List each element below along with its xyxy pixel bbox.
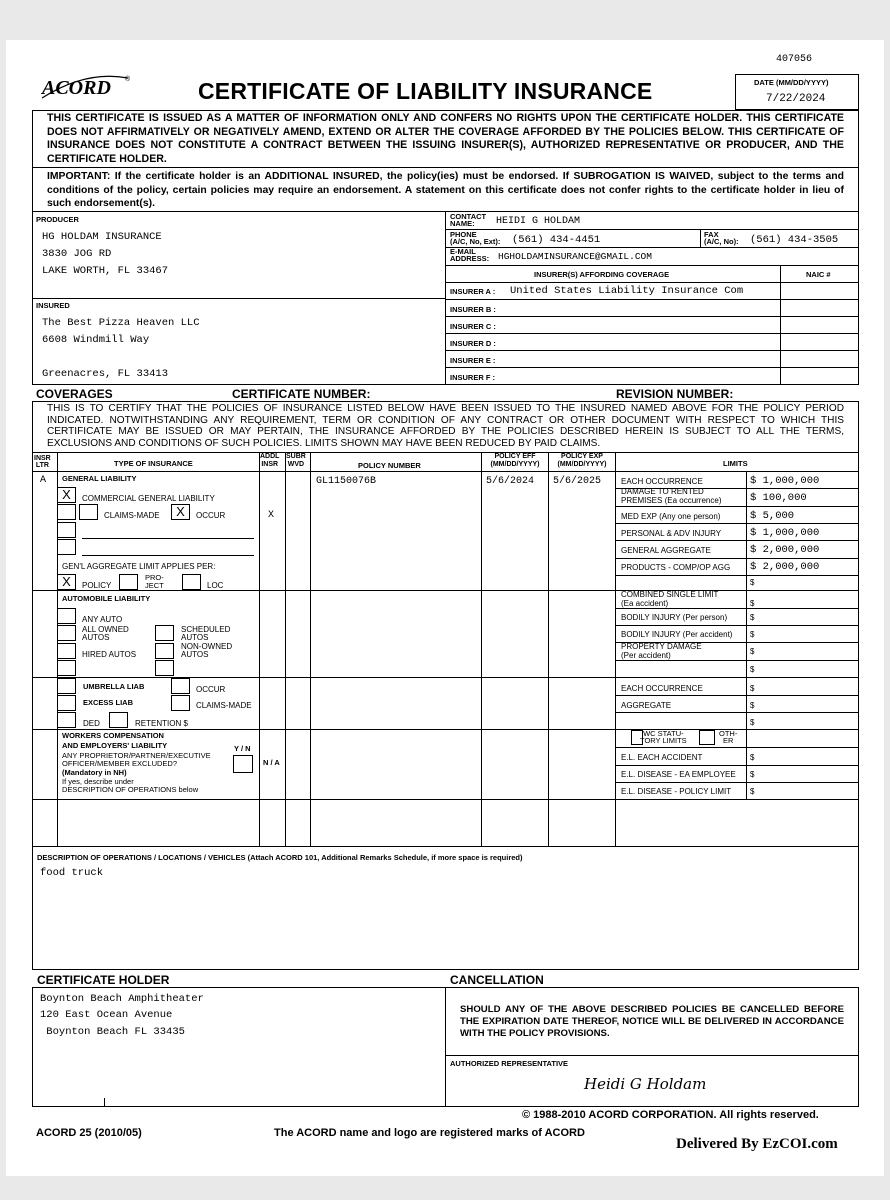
producer-line3: LAKE WORTH, FL 33467: [42, 265, 169, 277]
workers-limit-value-1: $: [750, 770, 755, 779]
umbrella-claims-made-label: CLAIMS-MADE: [196, 701, 252, 710]
insurer-b-label: INSURER B :: [450, 305, 496, 314]
proprietor-checkbox[interactable]: [233, 755, 253, 773]
cgl-label: COMMERCIAL GENERAL LIABILITY: [82, 494, 215, 503]
gl-blank-checkbox-3[interactable]: [57, 539, 76, 555]
claims-made-label: CLAIMS-MADE: [104, 511, 160, 520]
workers-na: N / A: [263, 758, 280, 767]
policy-label: POLICY: [82, 581, 112, 590]
occur-label: OCCUR: [196, 511, 226, 520]
umbrella-claims-made-checkbox[interactable]: [171, 695, 190, 711]
workers-limit-label-1: E.L. DISEASE - EA EMPLOYEE: [621, 770, 736, 779]
gl-insurer-letter: A: [40, 475, 47, 486]
gl-blank-checkbox-2[interactable]: [57, 522, 76, 538]
revision-number-label: REVISION NUMBER:: [616, 387, 734, 401]
umbrella-limit-label-1: AGGREGATE: [621, 701, 672, 710]
mandatory-label: (Mandatory in NH): [62, 768, 127, 777]
workers-limit-label-0: E.L. EACH ACCIDENT: [621, 753, 703, 762]
auto-title: AUTOMOBILE LIABILITY: [62, 594, 151, 603]
umbrella-occur-label: OCCUR: [196, 685, 226, 694]
coverages-label: COVERAGES: [36, 387, 113, 401]
description-box: [32, 847, 859, 970]
workers-limit-label-2: E.L. DISEASE - POLICY LIMIT: [621, 787, 732, 796]
notice-text: THIS CERTIFICATE IS ISSUED AS A MATTER OF INFORMATION ONLY AND CONFERS NO RIGHTS UPON THE CERTIFICATE HOLDER. THIS CERTIFICATE DOES NOT AFFIRMATIVELY OR NEGATIVELY AMEND, EXTEND OR ALTER THE COVERAGE AFFORDED BY THE POLICIES BELOW. THIS CERTIFICATE OF INSURANCE DOES NOT CONSTITUTE A CONTRACT BETWEEN THE ISSUING INSURER(S), AUTHORIZED REPRESENTATIVE OR PRODUCER, AND THE CERTIFICATE HOLDER.: [47, 112, 844, 165]
hdr-type: TYPE OF INSURANCE: [114, 459, 193, 468]
excess-label: EXCESS LIAB: [83, 698, 134, 707]
description-value: food truck: [40, 867, 104, 879]
scheduled-checkbox[interactable]: [155, 625, 174, 641]
cancellation-text: SHOULD ANY OF THE ABOVE DESCRIBED POLICIES BE CANCELLED BEFORE THE EXPIRATION DATE THEREOF, NOTICE WILL BE DELIVERED IN ACCORDANCE WITH THE POLICY PROVISIONS.: [460, 1004, 844, 1039]
cancellation-label: CANCELLATION: [450, 973, 544, 987]
scheduled-label: SCHEDULED AUTOS: [181, 625, 231, 642]
producer-line2: 3830 JOG RD: [42, 248, 112, 260]
any-auto-label: ANY AUTO: [82, 615, 123, 624]
page-title: CERTIFICATE OF LIABILITY INSURANCE: [198, 78, 653, 104]
yn-label: Y / N: [234, 744, 251, 753]
email-value: HGHOLDAMINSURANCE@GMAIL.COM: [498, 251, 652, 262]
all-owned-label: ALL OWNED AUTOS: [82, 625, 129, 642]
umbrella-checkbox[interactable]: [57, 678, 76, 694]
gl-policy-eff: 5/6/2024: [486, 476, 535, 487]
wc-other-label: OTH- ER: [719, 729, 738, 745]
auto-limit-value-0: $: [750, 599, 755, 608]
date-box: [735, 74, 859, 110]
insurer-c-label: INSURER C :: [450, 322, 496, 331]
holder-line3: Boynton Beach FL 33435: [40, 1026, 185, 1038]
gl-policy-exp: 5/6/2025: [553, 476, 602, 487]
important-text: IMPORTANT: If the certificate holder is an ADDITIONAL INSURED, the policy(ies) must be endorsed. If SUBROGATION IS WAIVED, subject to the terms and conditions of the policy, certain policies may require an endorsement. A statement on this certificate does not confer rights to the certificate holder in lieu of such endorsement(s).: [47, 171, 844, 209]
gl-limit-label-3: PERSONAL & ADV INJURY: [621, 529, 722, 538]
certificate-number-label: CERTIFICATE NUMBER:: [232, 387, 371, 401]
holder-label: CERTIFICATE HOLDER: [37, 973, 170, 987]
workers-limit-value-2: $: [750, 787, 755, 796]
gl-limit-label-5: PRODUCTS - COMP/OP AGG: [621, 563, 731, 572]
gl-limit-label-1: DAMAGE TO RENTED PREMISES (Ea occurrence): [621, 487, 722, 505]
gl-limit-label-0: EACH OCCURRENCE: [621, 477, 703, 486]
auto-limit-label-3: PROPERTY DAMAGE (Per accident): [621, 642, 702, 660]
wc-other-checkbox[interactable]: [699, 730, 715, 745]
producer-line1: HG HOLDAM INSURANCE: [42, 231, 162, 243]
date-value: 7/22/2024: [766, 93, 826, 105]
wc-statutory-label: WC STATU- TORY LIMITS: [640, 729, 687, 745]
gl-limit-value-3: $ 1,000,000: [750, 527, 820, 539]
signature: Heidi G Holdam: [584, 1075, 707, 1093]
gl-addl-insr: X: [268, 510, 275, 521]
policy-checkbox[interactable]: X: [57, 574, 76, 590]
email-label: E-MAIL ADDRESS:: [450, 247, 490, 263]
copyright: © 1988-2010 ACORD CORPORATION. All rights reserved.: [522, 1109, 819, 1121]
umbrella-limit-value-1: $: [750, 701, 755, 710]
umbrella-limit-value-0: $: [750, 684, 755, 693]
non-owned-checkbox[interactable]: [155, 643, 174, 659]
fax-value: (561) 434-3505: [750, 234, 839, 246]
auto-limit-value-2: $: [750, 630, 755, 639]
holder-line2: 120 East Ocean Avenue: [40, 1009, 173, 1021]
auto-limit-label-1: BODILY INJURY (Per person): [621, 613, 728, 622]
insurer-a-value: United States Liability Insurance Com: [510, 285, 744, 297]
fax-label: FAX (A/C, No):: [704, 230, 739, 246]
authorized-rep-label: AUTHORIZED REPRESENTATIVE: [450, 1059, 569, 1068]
important-box: [32, 168, 859, 212]
occur-checkbox[interactable]: X: [171, 504, 190, 520]
phone-value: (561) 434-4451: [512, 234, 601, 246]
umbrella-limit-value-2: $: [750, 718, 755, 727]
insurer-d-label: INSURER D :: [450, 339, 496, 348]
svg-text:®: ®: [125, 76, 131, 83]
insured-label: INSURED: [36, 301, 70, 310]
auto-limit-label-2: BODILY INJURY (Per accident): [621, 630, 733, 639]
gl-limit-label-4: GENERAL AGGREGATE: [621, 546, 711, 555]
insured-line1: The Best Pizza Heaven LLC: [42, 317, 200, 329]
umbrella-blank-checkbox[interactable]: [57, 712, 76, 728]
delivered-by: Delivered By EzCOI.com: [676, 1136, 838, 1152]
ded-label: DED: [83, 719, 100, 728]
describe-label: If yes, describe under DESCRIPTION OF OPERATIONS below: [62, 777, 199, 794]
all-owned-checkbox[interactable]: [57, 625, 76, 641]
any-auto-checkbox[interactable]: [57, 608, 76, 624]
retention-label: RETENTION $: [135, 719, 188, 728]
project-checkbox[interactable]: [119, 574, 138, 590]
ded-checkbox[interactable]: [109, 712, 128, 728]
hdr-policy-number: POLICY NUMBER: [358, 461, 421, 470]
insurer-e-label: INSURER E :: [450, 356, 496, 365]
producer-label: PRODUCER: [36, 215, 79, 224]
holder-line1: Boynton Beach Amphitheater: [40, 993, 204, 1005]
insured-line2: 6608 Windmill Way: [42, 334, 150, 346]
gl-limit-value-5: $ 2,000,000: [750, 561, 820, 573]
non-owned-label: NON-OWNED AUTOS: [181, 642, 233, 659]
notice-box: [32, 110, 859, 168]
umbrella-label: UMBRELLA LIAB: [83, 682, 145, 691]
document-number: 407056: [776, 54, 813, 65]
umbrella-limit-label-0: EACH OCCURRENCE: [621, 684, 703, 693]
gl-limit-value-2: $ 5,000: [750, 510, 795, 522]
svg-text:ACORD: ACORD: [42, 77, 111, 99]
auto-blank-checkbox-1[interactable]: [57, 660, 76, 676]
certify-text: THIS IS TO CERTIFY THAT THE POLICIES OF INSURANCE LISTED BELOW HAVE BEEN ISSUED TO THE INSURED NAMED ABOVE FOR THE POLICY PERIOD INDICATED. NOTWITHSTANDING ANY REQUIREMENT, TERM OR CONDITION OF ANY CONTRACT OR OTHER DOCUMENT WITH RESPECT TO WHICH THIS CERTIFICATE MAY BE ISSUED OR MAY PERTAIN, THE INSURANCE AFFORDED BY THE POLICIES DESCRIBED HEREIN IS SUBJECT TO ALL THE TERMS, EXCLUSIONS AND CONDITIONS OF SUCH POLICIES. LIMITS SHOWN MAY HAVE BEEN REDUCED BY PAID CLAIMS.: [47, 403, 844, 450]
hdr-subr: SUBR WVD: [286, 453, 306, 468]
hdr-insr-ltr: INSR LTR: [34, 455, 51, 469]
phone-label: PHONE (A/C, No, Ext):: [450, 230, 501, 246]
insurer-f-label: INSURER F :: [450, 373, 495, 382]
agg-applies-label: GEN'L AGGREGATE LIMIT APPLIES PER:: [62, 562, 216, 571]
excess-checkbox[interactable]: [57, 695, 76, 711]
gl-limit-value-0: $ 1,000,000: [750, 475, 820, 487]
umbrella-occur-checkbox[interactable]: [171, 678, 190, 694]
contact-name: HEIDI G HOLDAM: [496, 216, 581, 227]
gl-limit-value-6: $: [750, 578, 755, 587]
hdr-policy-eff: POLICY EFF (MM/DD/YYYY): [490, 453, 540, 468]
auto-limit-value-3: $: [750, 647, 755, 656]
gl-limit-value-4: $ 2,000,000: [750, 544, 820, 556]
project-label: PRO- JECT: [145, 573, 164, 590]
insurers-header: INSURER(S) AFFORDING COVERAGE: [534, 270, 670, 279]
hdr-policy-exp: POLICY EXP (MM/DD/YYYY): [557, 453, 607, 468]
certify-box: [32, 401, 859, 453]
auto-blank-checkbox-2[interactable]: [155, 660, 174, 676]
gl-title: GENERAL LIABILITY: [62, 474, 137, 483]
workers-title: WORKERS COMPENSATION AND EMPLOYERS' LIABILITY: [62, 731, 168, 750]
contact-name-label: CONTACT NAME:: [450, 212, 487, 228]
hired-autos-checkbox[interactable]: [57, 643, 76, 659]
naic-header: NAIC #: [806, 270, 831, 279]
gl-policy-number: GL1150076B: [316, 476, 377, 487]
hired-autos-label: HIRED AUTOS: [82, 650, 137, 659]
workers-limit-value-0: $: [750, 753, 755, 762]
cgl-checkbox[interactable]: X: [57, 487, 76, 503]
gl-blank-checkbox-1[interactable]: [57, 504, 76, 520]
auto-limit-value-4: $: [750, 665, 755, 674]
hdr-addl: ADDL INSR: [260, 453, 280, 468]
registered-marks: The ACORD name and logo are registered marks of ACORD: [274, 1127, 585, 1139]
insured-line3: Greenacres, FL 33413: [42, 368, 169, 380]
gl-limit-value-1: $ 100,000: [750, 492, 807, 504]
auto-limit-value-1: $: [750, 613, 755, 622]
auto-limit-label-0: COMBINED SINGLE LIMIT (Ea accident): [621, 590, 719, 608]
proprietor-label: ANY PROPRIETOR/PARTNER/EXECUTIVE OFFICER/MEMBER EXCLUDED?: [62, 751, 211, 768]
loc-checkbox[interactable]: [182, 574, 201, 590]
form-number: ACORD 25 (2010/05): [36, 1127, 142, 1139]
loc-label: LOC: [207, 581, 224, 590]
acord-logo: [36, 68, 136, 106]
claims-made-checkbox[interactable]: [79, 504, 98, 520]
hdr-limits: LIMITS: [723, 459, 748, 468]
gl-limit-label-2: MED EXP (Any one person): [621, 512, 721, 521]
insurer-a-label: INSURER A :: [450, 287, 496, 296]
description-label: DESCRIPTION OF OPERATIONS / LOCATIONS / VEHICLES (Attach ACORD 101, Additional Remarks Schedule, if more space is required): [37, 853, 523, 862]
date-label: DATE (MM/DD/YYYY): [754, 78, 829, 87]
